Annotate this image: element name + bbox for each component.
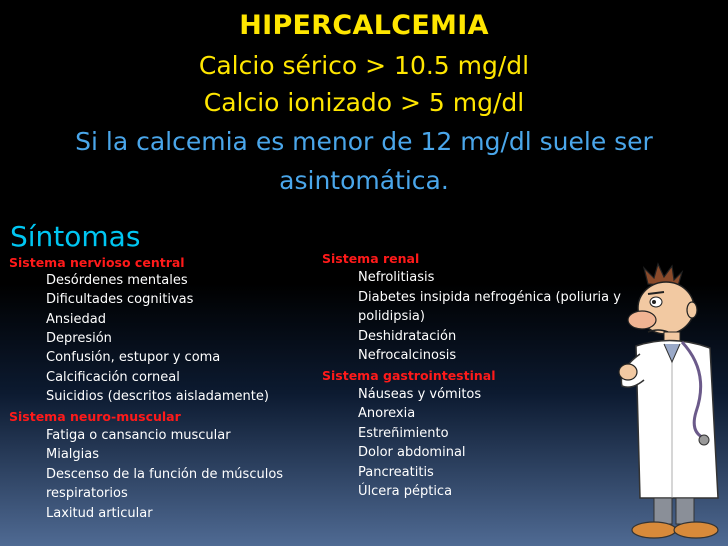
list-item: Suicidios (descritos aisladamente) <box>46 389 269 404</box>
list-item: Calcificación corneal <box>46 370 180 385</box>
ionized-calcium-line: Calcio ionizado > 5 mg/dl <box>203 88 525 117</box>
list-item: Náuseas y vómitos <box>358 387 482 402</box>
list-item: polidipsia) <box>358 309 425 324</box>
list-item: Depresión <box>46 331 112 346</box>
list-item: Diabetes insipida nefrogénica (poliuria y <box>358 290 621 305</box>
list-item: Dolor abdominal <box>358 445 466 460</box>
list-item: Úlcera péptica <box>358 484 453 499</box>
list-item: respiratorios <box>46 486 128 501</box>
slide-title: HIPERCALCEMIA <box>239 10 489 41</box>
list-item: Fatiga o cansancio muscular <box>46 428 231 443</box>
list-item: Desórdenes mentales <box>46 273 188 288</box>
list-item: Deshidratación <box>358 329 457 344</box>
list-item: Anorexia <box>358 406 416 421</box>
list-item: Estreñimiento <box>358 426 449 441</box>
list-item: Ansiedad <box>46 312 106 327</box>
list-item: Descenso de la función de músculos <box>46 467 284 482</box>
list-item: Mialgias <box>46 447 100 462</box>
category-neuromuscular: Sistema neuro-muscular <box>9 409 181 424</box>
list-item: Dificultades cognitivas <box>46 292 194 307</box>
category-cns: Sistema nervioso central <box>9 255 185 270</box>
calcemia-note-line1: Si la calcemia es menor de 12 mg/dl suele ser <box>75 127 653 156</box>
list-item: Confusión, estupor y coma <box>46 350 221 365</box>
category-gastrointestinal: Sistema gastrointestinal <box>322 368 496 383</box>
list-item: Laxitud articular <box>46 506 153 521</box>
category-renal: Sistema renal <box>322 251 420 266</box>
serum-calcium-line: Calcio sérico > 10.5 mg/dl <box>198 51 530 80</box>
doctor-cartoon-icon <box>614 262 726 542</box>
list-item: Nefrolitiasis <box>358 270 435 285</box>
calcemia-note-line2: asintomática. <box>279 166 449 195</box>
list-item: Nefrocalcinosis <box>358 348 457 363</box>
list-item: Pancreatitis <box>358 465 434 480</box>
symptoms-heading: Síntomas <box>10 220 141 253</box>
